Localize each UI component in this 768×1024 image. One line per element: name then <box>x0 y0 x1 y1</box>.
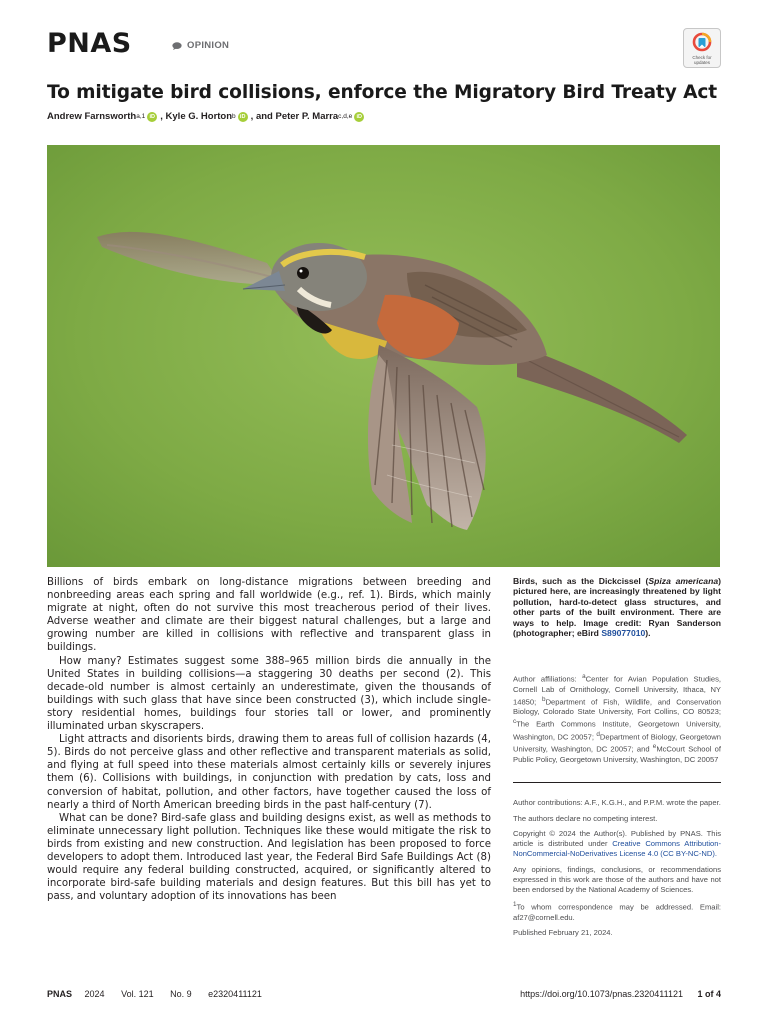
publication-date: Published February 21, 2024. <box>513 928 613 938</box>
article-body <box>47 576 491 903</box>
competing-interests: The authors declare no competing interest. <box>513 813 658 823</box>
journal-logo[interactable]: PNAS <box>47 28 132 59</box>
check-for-updates-button[interactable] <box>683 28 721 68</box>
author-name[interactable]: Andrew Farnsworth <box>47 111 137 122</box>
bird-in-flight-illustration <box>47 145 720 567</box>
dickcissel-photo <box>47 145 720 567</box>
doi-link[interactable]: https://doi.org/10.1073/pnas.2320411121 <box>520 989 683 999</box>
sidebar-divider <box>513 782 721 783</box>
species-name: Spiza americana <box>648 576 719 586</box>
check-updates-label: Check for updates <box>692 55 712 65</box>
article-notes <box>513 798 721 944</box>
footer-year: 2024 <box>84 989 105 999</box>
ebird-link[interactable]: S89077010 <box>601 628 646 639</box>
body-paragraph: Billions of birds embark on long-distance migrations between breeding and nonbreeding areas each spring and fall worldwide (e.g., ref. 1). Birds, which mainly migrate at night, often do not survive this most treacherous period of their lives. Adverse weather and climate are their biggest natural challenges, but a large and growing number are killed in collisions with reflective and transparent glass in buildings. <box>47 577 491 654</box>
author-contributions: Author contributions: A.F., K.G.H., and P.P.M. wrote the paper. <box>513 798 721 807</box>
footer-article-id: e2320411121 <box>208 989 262 999</box>
license-link[interactable]: Creative Commons Attribution-NonCommercial-NoDerivatives License 4.0 (CC BY-NC-ND). <box>513 839 721 858</box>
body-paragraph: Light attracts and disorients birds, drawing them to areas full of collision hazards (4, 5). Birds do not perceive glass and other reflective and transparent materials as solid, and flying at full speed into these materials almost certainly kills or severely injures them (6). Collisions with buildings, in conjunction with predation by cats, loss and conversion of habitat, pollution, and other factors, have together caused the loss of nearly a third of North American breeding birds in the past half-century (7). <box>47 734 491 811</box>
doi-and-page <box>520 989 721 999</box>
copyright-notice: Copyright © 2024 the Author(s). Published by PNAS. This article is distributed under Creative Commons Attribution-NonCommercial-NoDerivatives License 4.0 (CC BY-NC-ND). <box>513 829 721 858</box>
disclaimer: Any opinions, findings, conclusions, or recommendations expressed in this work are those of the authors and have not been endorsed by the National Academy of Sciences. <box>513 864 721 894</box>
author-name[interactable]: Peter P. Marra <box>275 111 339 122</box>
footer-journal: PNAS <box>47 989 73 999</box>
page-number: 1 of 4 <box>697 989 721 999</box>
author-name[interactable]: Kyle G. Horton <box>165 111 233 122</box>
footer-volume: Vol. 121 <box>121 989 154 999</box>
author-affiliations: Author affiliations: $^a$Center for Avian Population Studies, Cornell Lab of Ornithology, Cornell University, Ithaca, NY 14850; $^b$Department of Fish, Wildlife, and Conservation Biology, Colorado State University, Fort Collins, CO 80523; $^c$The Earth Commons Institute, Georgetown University, Washington, DC 20057; $^d$Department of Biology, Georgetown University, Washington, DC 20057; and $^e$McCourt School of Public Policy, Georgetown University, Washington, DC 20057 <box>513 673 721 764</box>
footer-issue: No. 9 <box>170 989 192 999</box>
check-updates-icon <box>692 32 712 54</box>
orcid-icon[interactable]: iD <box>147 112 157 122</box>
section-label <box>172 40 229 51</box>
figure-caption: Birds, such as the Dickcissel (Spiza americana) pictured here, are increasingly threatened by light pollution, hard-to-detect glass structures, and other parts of the built environment. There are ways to help. Image credit: Ryan Sanderson (photographer; eBird S89077010). <box>513 576 721 639</box>
speech-bubble-icon <box>172 42 182 50</box>
body-paragraph: What can be done? Bird-safe glass and building designs exist, as well as methods to eliminate unnecessary light pollution. Techniques like these would mitigate the risk to birds from existing and new construction. And legislation has been proposed to force developers to adopt them. Introduced last year, the Federal Bird Safe Buildings Act (8) would require any federal building constructed, acquired, or significantly altered to incorporate bird-safe building materials and design features. But this bill has yet to pass, and voluntary adoption of its innovations has been <box>47 812 491 903</box>
orcid-icon[interactable]: iD <box>354 112 364 122</box>
correspondence: $^1$To whom correspondence may be addressed. Email: af27@cornell.edu. <box>513 901 721 922</box>
section-name: OPINION <box>187 40 230 51</box>
author-joiner: , <box>160 111 163 122</box>
body-paragraph: How many? Estimates suggest some 388–965 million birds die annually in the United States in building collisions—a staggering 30 deaths per second (2). This decade-old number is almost certainly an underestimate, given the thousands of buildings with such glass that have since been constructed (3), which include single-story residential homes, buildings four stories tall or lower, and prominently illuminated urban skyscrapers. <box>47 655 491 733</box>
author-joiner: , and <box>250 111 273 122</box>
article-title: To mitigate bird collisions, enforce the Migratory Bird Treaty Act <box>47 82 718 103</box>
author-list: Andrew Farnsworth a,1 iD , Kyle G. Horton b iD , and Peter P. Marra c,d,e iD <box>47 111 367 122</box>
page-footer <box>47 988 721 1000</box>
orcid-icon[interactable]: iD <box>238 112 248 122</box>
citation-info <box>47 989 276 999</box>
